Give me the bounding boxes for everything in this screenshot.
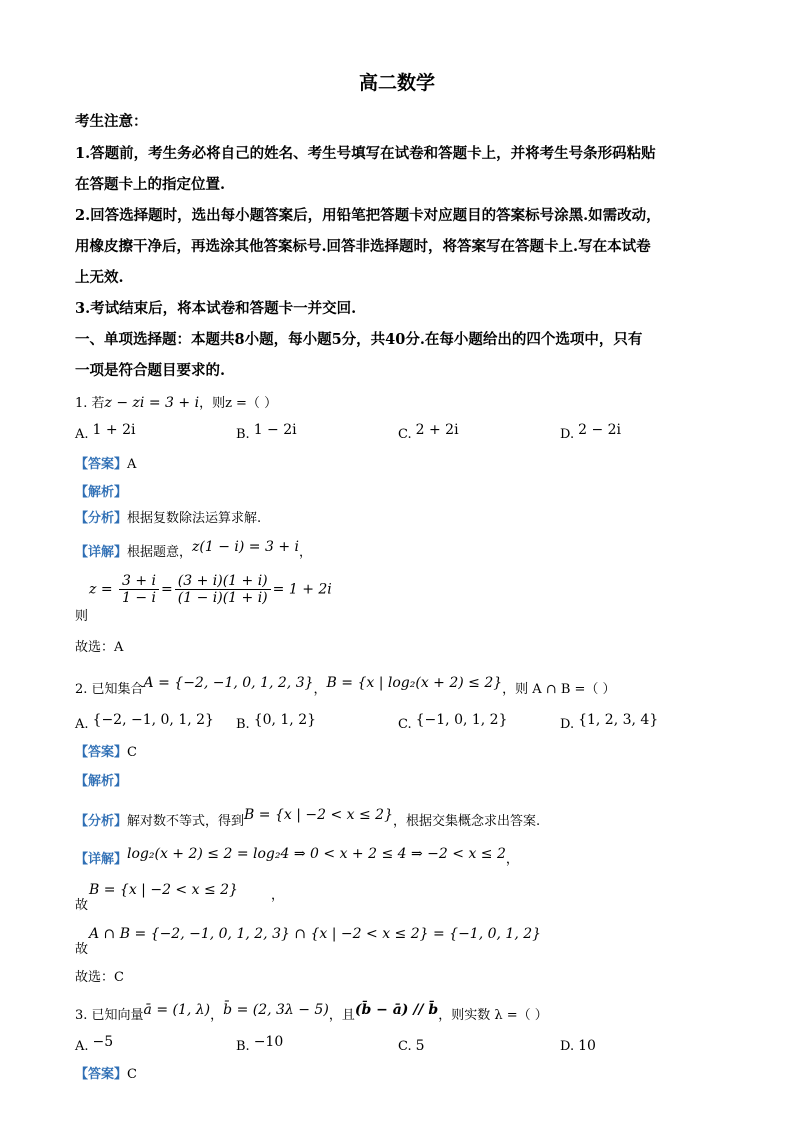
q3-mid: ，且: [328, 1008, 355, 1023]
option-letter: B.: [236, 427, 250, 442]
option-value: {−2, −1, 0, 1, 2}: [92, 712, 214, 728]
notice-item-1-line-2: 在答题卡上的指定位置.: [75, 176, 226, 193]
q1-analysis-tag: [75, 481, 734, 500]
q1-option-d: [560, 422, 622, 442]
q2-prefix: 2. 已知集合: [75, 682, 144, 697]
option-value: 2 + 2i: [415, 422, 459, 438]
q2-analysis-tag: [75, 770, 734, 789]
q2-option-d: [560, 712, 659, 732]
q2-set-b: B = {x | log₂(x + 2) ≤ 2}: [326, 675, 503, 691]
fenxi-text: 解对数不等式，得到: [127, 814, 245, 829]
q3-option-d: [560, 1038, 596, 1054]
question-2-stem: [75, 675, 734, 697]
q1-prefix: 1. 若: [75, 396, 105, 411]
detail-tag: 【详解】: [75, 545, 128, 560]
gu1-equation: B = {x | −2 < x ≤ 2}: [89, 882, 238, 898]
q3-option-c: [398, 1038, 425, 1054]
therefore-label: 故: [75, 942, 89, 957]
q2-choice: 故选：C: [75, 970, 124, 985]
comma: ，: [505, 852, 519, 867]
option-letter: D.: [560, 427, 575, 442]
option-letter: B.: [236, 1039, 250, 1054]
detail-equation: log₂(x + 2) ≤ 2 = log₂4 ⇒ 0 < x + 2 ≤ 4 ⇒ −2 < x ≤ 2: [127, 846, 506, 862]
option-value: {0, 1, 2}: [253, 712, 317, 728]
q1-equation: z − zi = 3 + i: [104, 395, 200, 411]
fraction-1-denominator: 1 − i: [122, 590, 157, 606]
detail-equation: z(1 − i) = 3 + i: [192, 539, 299, 555]
q2-option-c: [398, 712, 508, 732]
q3-vector-a: ā = (1, λ): [143, 1002, 211, 1018]
q3-prefix: 3. 已知向量: [75, 1008, 144, 1023]
q3-option-b: [236, 1034, 284, 1054]
q1-suffix: ，则z =（ ）: [199, 396, 278, 411]
option-value: {1, 2, 3, 4}: [578, 712, 659, 728]
option-value: 1 − 2i: [253, 422, 297, 438]
notice-item-3: 3.考试结束后，将本试卷和答题卡一并交回.: [75, 300, 357, 317]
option-letter: C.: [398, 717, 412, 732]
option-value: 2 − 2i: [578, 422, 622, 438]
gu2-equation: A ∩ B = {−2, −1, 0, 1, 2, 3} ∩ {x | −2 < x ≤ 2} = {−1, 0, 1, 2}: [89, 926, 542, 942]
q3-condition: (b̄ − ā) // b̄: [354, 1002, 439, 1018]
q2-option-a: [75, 712, 214, 732]
frac-lhs: z =: [89, 581, 113, 598]
analysis-tag: 【解析】: [75, 485, 128, 500]
q2-answer: [75, 741, 734, 760]
q1-detail: [75, 541, 734, 560]
detail-tag: 【详解】: [75, 852, 128, 867]
therefore-label: 故: [75, 898, 89, 913]
page-title: 高二数学: [358, 72, 435, 94]
option-letter: B.: [236, 717, 250, 732]
q1-fraction-line: [75, 571, 734, 624]
q2-detail: [75, 848, 734, 867]
answer-value: C: [127, 1067, 137, 1082]
option-value: {−1, 0, 1, 2}: [415, 712, 508, 728]
q2-gu-1: [75, 884, 734, 914]
comma: ，: [271, 888, 285, 903]
fraction-2-denominator: (1 − i)(1 + i): [177, 590, 268, 606]
option-letter: A.: [75, 717, 89, 732]
option-value: 1 + 2i: [92, 422, 136, 438]
notice-item-2-line-2: 用橡皮擦干净后，再选涂其他答案标号.回答非选择题时，将答案写在答题卡上.写在本试卷: [75, 238, 651, 255]
fenxi-suffix: ，根据交集概念求出答案.: [392, 814, 541, 829]
option-value: −10: [253, 1034, 284, 1050]
fenxi-text: 根据复数除法运算求解.: [127, 511, 262, 526]
q3-answer: [75, 1063, 734, 1082]
detail-text: 根据题意，: [127, 545, 193, 560]
q1-fraction-expression: z = $\frac{3 + i}{1 - i}$ = $\frac{(3 + i)(1 + i)}{(1 - i)(1 + i)}$ = 1 + 2i: [89, 573, 332, 606]
answer-tag: 【答案】: [75, 457, 128, 472]
answer-value: C: [127, 745, 137, 760]
answer-tag: 【答案】: [75, 1067, 128, 1082]
option-value: 5: [415, 1038, 425, 1054]
option-letter: D.: [560, 717, 575, 732]
option-letter: A.: [75, 1039, 89, 1054]
q1-option-b: [236, 422, 297, 442]
option-letter: A.: [75, 427, 89, 442]
q2-gu-2: [75, 928, 734, 958]
q1-answer: [75, 453, 734, 472]
fenxi-equation: B = {x | −2 < x ≤ 2}: [244, 807, 393, 823]
frac-result: = 1 + 2i: [272, 581, 332, 598]
option-letter: D.: [560, 1039, 575, 1054]
answer-tag: 【答案】: [75, 745, 128, 760]
analysis-tag: 【解析】: [75, 774, 128, 789]
fraction-2: [175, 573, 271, 606]
question-1-stem: [75, 392, 734, 411]
then-label: 则: [75, 609, 89, 624]
option-letter: C.: [398, 427, 412, 442]
answer-value: A: [127, 457, 137, 472]
section-heading-line-2: 一项是符合题目要求的.: [75, 362, 226, 379]
q3-suffix: ，则实数 λ =（ ）: [438, 1008, 548, 1023]
comma: ，: [210, 1008, 224, 1023]
fraction-1-numerator: 3 + i: [119, 573, 159, 590]
comma: ，: [313, 682, 327, 697]
fraction-1: [119, 573, 159, 606]
q1-choice: 故选：A: [75, 640, 124, 655]
q1-fenxi: [75, 507, 734, 526]
fenxi-tag: 【分析】: [75, 814, 128, 829]
q2-set-a: A = {−2, −1, 0, 1, 2, 3}: [143, 675, 314, 691]
comma: ，: [299, 545, 313, 560]
q2-fenxi: [75, 807, 734, 829]
fenxi-tag: 【分析】: [75, 511, 128, 526]
q2-option-b: [236, 712, 317, 732]
notice-item-2-line-1: 2.回答选择题时，选出每小题答案后，用铅笔把答题卡对应题目的答案标号涂黑.如需改动，: [75, 207, 661, 224]
option-value: 10: [578, 1038, 596, 1054]
fraction-2-numerator: (3 + i)(1 + i): [175, 573, 271, 590]
q3-vector-b: b̄ = (2, 3λ − 5): [223, 1002, 329, 1018]
notice-item-1-line-1: 1.答题前，考生务必将自己的姓名、考生号填写在试卷和答题卡上，并将考生号条形码粘贴: [75, 145, 656, 162]
q3-option-a: [75, 1034, 114, 1054]
q1-option-c: [398, 422, 459, 442]
option-value: −5: [92, 1034, 114, 1050]
q2-suffix: ，则 A ∩ B =（ ）: [502, 682, 616, 697]
notice-item-2-line-3: 上无效.: [75, 269, 124, 286]
question-3-stem: [75, 1004, 734, 1023]
notice-heading: 考生注意：: [75, 113, 148, 130]
section-heading-line-1: 一、单项选择题：本题共8小题，每小题5分，共40分.在每小题给出的四个选项中，只有: [75, 331, 643, 348]
q1-option-a: [75, 422, 136, 442]
option-letter: C.: [398, 1039, 412, 1054]
